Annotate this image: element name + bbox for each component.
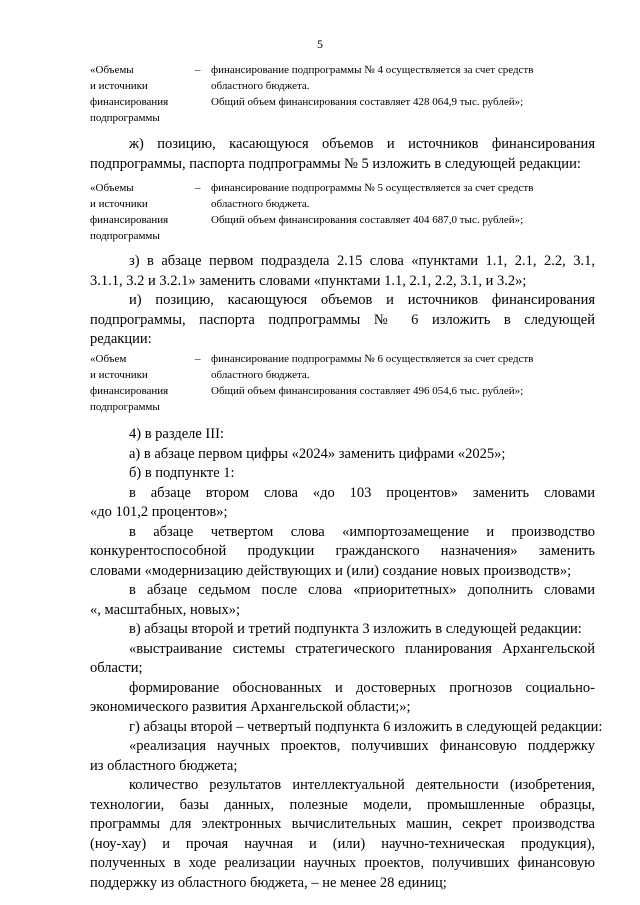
text-line: количество результатов интеллектуальной деятельности (изобретения, [129, 777, 595, 793]
paragraph-i: и) позицию, касающуюся объемов и источников финансирования подпрограммы, паспорта подпрограммы № 6 изложить в следующей редакции: [90, 292, 595, 347]
table-label: «Объемы и источники финансирования подпрограммы [90, 64, 169, 124]
text-line: технологии, базы данных, полезные модели, промышленные образцы, [90, 796, 595, 813]
body-text [90, 425, 603, 893]
text-line: экономического развития Архангельской области;»; [90, 699, 411, 715]
text-line: в абзаце седьмом после слова «приоритетных» дополнить словами [129, 582, 595, 598]
text-line: области; [90, 660, 143, 676]
text-line: словами «модернизацию действующих и (или) создание новых производств»; [90, 562, 572, 579]
text-line: а) в абзаце первом цифры «2024» заменить цифрами «2025»; [129, 445, 506, 462]
text-line: в абзаце втором слова «до 103 процентов» заменить словами [129, 484, 595, 501]
table-value: финансирование подпрограммы № 6 осуществляется за счет средств областного бюджета. Общий объем финансирования составляет 496 054,6 тыс. рублей»; [211, 353, 534, 397]
paragraph-zh: ж) позицию, касающуюся объемов и источников финансирования подпрограммы, паспорта подпрограммы № 5 изложить в следующей редакции: [90, 136, 595, 172]
table-dash: – [195, 182, 201, 194]
text-line: (ноу-хау) и прочая научная и (или) научно-техническая продукция), [90, 835, 595, 852]
text-line: формирование обоснованных и достоверных прогнозов социально- [129, 679, 595, 696]
text-line: в) абзацы второй и третий подпункта 3 изложить в следующей редакции: [129, 621, 582, 637]
table-dash: – [195, 64, 201, 76]
page-number: 5 [317, 37, 323, 51]
text-line: из областного бюджета; [90, 757, 238, 774]
text-line: «до 101,2 процентов»; [90, 504, 228, 520]
text-line: программы для электронных вычислительных машин, секрет производства [90, 816, 595, 832]
text-line: «, масштабных, новых»; [90, 601, 241, 618]
text-line: конкурентоспособной продукции гражданского назначения» заменить [90, 543, 595, 559]
table-dash: – [195, 353, 201, 365]
text-line: 4) в разделе III: [129, 426, 224, 442]
text-line: «выстраивание системы стратегического планирования Архангельской [129, 640, 595, 657]
text-line: г) абзацы второй – четвертый подпункта 6 изложить в следующей редакции: [129, 718, 603, 735]
table-value: финансирование подпрограммы № 4 осуществляется за счет средств областного бюджета. Общий объем финансирования составляет 428 064,9 тыс. рублей»; [211, 64, 534, 108]
text-line: в абзаце четвертом слова «импортозамещение и производство [129, 523, 595, 540]
paragraph-z: з) в абзаце первом подраздела 2.15 слова «пунктами 1.1, 2.1, 2.2, 3.1, 3.1.1, 3.2 и 3.2.1» заменить словами «пунктами 1.1, 2.1, 2.2, 3.1, и 3.2»; [90, 253, 595, 289]
text-line: поддержку из областного бюджета, – не менее 28 единиц; [90, 874, 447, 891]
table-label: «Объем и источники финансирования подпрограммы [90, 353, 169, 413]
text-line: б) в подпункте 1: [129, 465, 235, 481]
table-label: «Объемы и источники финансирования подпрограммы [90, 182, 169, 242]
table-value: финансирование подпрограммы № 5 осуществляется за счет средств областного бюджета. Общий объем финансирования составляет 404 687,0 тыс. рублей»; [211, 182, 534, 226]
text-line: «реализация научных проектов, получивших финансовую поддержку [129, 738, 595, 754]
text-line: полученных в ходе реализации научных проектов, получивших финансовую [90, 855, 595, 871]
